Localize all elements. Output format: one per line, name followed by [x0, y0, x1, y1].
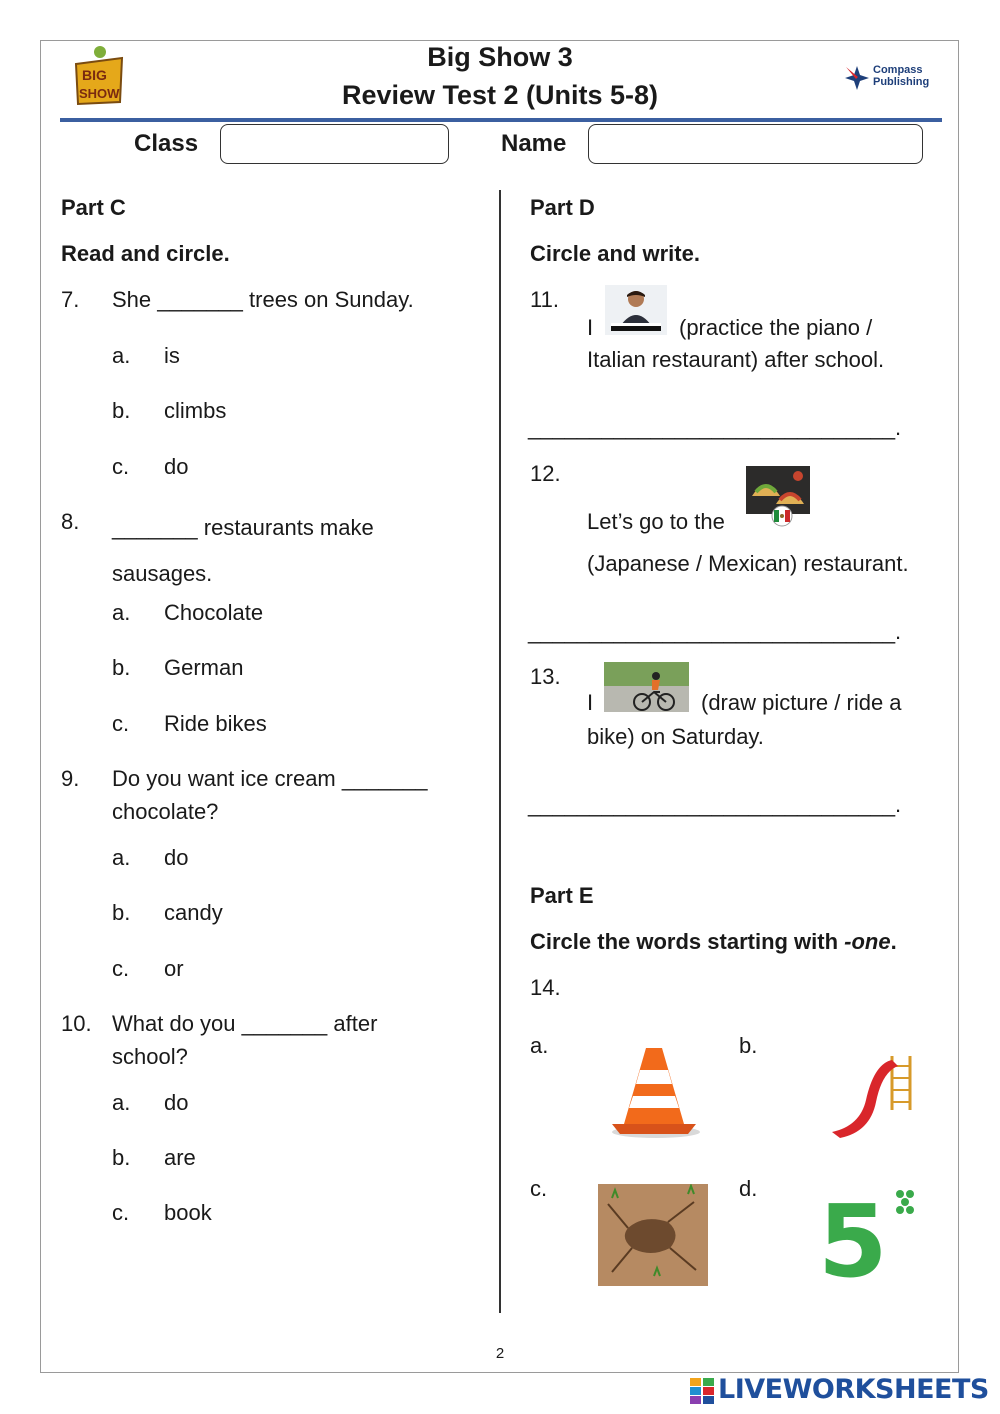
compass-publishing-logo: [843, 62, 933, 94]
cracked-ground-picture[interactable]: [598, 1184, 708, 1286]
name-field[interactable]: [588, 124, 923, 164]
svg-text:5: 5: [818, 1186, 888, 1282]
question-text: Let’s go to the: [587, 509, 725, 534]
option-letter: a.: [530, 1033, 549, 1058]
instruction-suffix: .: [890, 929, 897, 954]
question-number: 14.: [530, 975, 561, 1000]
option-letter: b.: [112, 1145, 131, 1170]
part-d-instruction: Circle and write.: [530, 241, 700, 266]
option-text[interactable]: climbs: [164, 398, 227, 423]
part-c-heading: Part C: [61, 195, 126, 220]
liveworksheets-watermark: [690, 1376, 990, 1408]
option-letter: b.: [112, 655, 131, 680]
option-text[interactable]: do: [164, 1090, 189, 1115]
question-number: 8.: [61, 509, 80, 534]
option-text[interactable]: do: [164, 845, 189, 870]
answer-line[interactable]: ______________________________.: [528, 619, 902, 644]
page-number: 2: [495, 1345, 505, 1362]
column-divider: [499, 190, 501, 1313]
publisher-name-line2: Publishing: [873, 76, 930, 88]
option-text[interactable]: are: [164, 1145, 196, 1170]
question-number: 13.: [530, 664, 561, 689]
document-subtitle: Review Test 2 (Units 5-8): [341, 80, 659, 110]
question-text-continued: (Japanese / Mexican) restaurant.: [587, 551, 909, 576]
option-letter: c.: [112, 956, 130, 981]
compass-star-icon: [843, 64, 871, 92]
question-text-continued: bike) on Saturday.: [587, 724, 764, 749]
document-title: Big Show 3: [427, 42, 573, 72]
class-label: Class: [134, 130, 199, 157]
question-lead: I: [587, 315, 594, 340]
option-letter: d.: [739, 1176, 758, 1201]
question-text: _______ restaurants make: [112, 515, 374, 540]
piano-boy-picture: [605, 285, 667, 335]
part-c-instruction: Read and circle.: [61, 241, 230, 266]
question-lead: I: [587, 690, 594, 715]
option-letter: a.: [112, 845, 131, 870]
bike-rider-picture: [604, 662, 689, 712]
question-text: What do you _______ after: [112, 1011, 378, 1036]
option-text[interactable]: candy: [164, 900, 223, 925]
option-letter: a.: [112, 600, 131, 625]
class-field[interactable]: [220, 124, 449, 164]
option-letter: c.: [112, 1200, 130, 1225]
option-letter: c.: [112, 711, 130, 736]
option-text[interactable]: Ride bikes: [164, 711, 267, 736]
watermark-text: LIVEWORKSHEETS: [718, 1374, 989, 1405]
question-text-continued: Italian restaurant) after school.: [587, 347, 885, 372]
option-text[interactable]: do: [164, 454, 189, 479]
option-letter: b.: [112, 398, 131, 423]
option-letter: b.: [739, 1033, 758, 1058]
name-label: Name: [501, 130, 567, 157]
answer-line[interactable]: ______________________________.: [528, 415, 902, 440]
part-d-heading: Part D: [530, 195, 595, 220]
option-letter: c.: [530, 1176, 548, 1201]
option-text[interactable]: German: [164, 655, 244, 680]
svg-text:BIG: BIG: [82, 67, 107, 83]
instruction-emphasis: -one: [844, 929, 891, 954]
traffic-cone-picture[interactable]: [608, 1044, 700, 1140]
question-number: 7.: [61, 287, 80, 312]
answer-line[interactable]: ______________________________.: [528, 792, 902, 817]
instruction-prefix: Circle the words starting with: [530, 929, 845, 954]
question-text: (draw picture / ride a: [701, 690, 902, 715]
option-letter: c.: [112, 454, 130, 479]
svg-text:SHOW: SHOW: [79, 86, 120, 101]
question-number: 12.: [530, 461, 561, 486]
question-text: Do you want ice cream _______: [112, 766, 428, 791]
question-number: 9.: [61, 766, 80, 791]
question-text-continued: school?: [112, 1044, 188, 1069]
part-e-instruction: [530, 929, 897, 955]
option-text[interactable]: is: [164, 343, 180, 368]
option-text[interactable]: Chocolate: [164, 600, 264, 625]
question-text-continued: sausages.: [112, 561, 213, 586]
option-letter: a.: [112, 1090, 131, 1115]
option-text[interactable]: or: [164, 956, 184, 981]
option-letter: b.: [112, 900, 131, 925]
option-letter: a.: [112, 343, 131, 368]
number-five-picture[interactable]: [818, 1186, 914, 1282]
question-text: (practice the piano /: [679, 315, 873, 340]
question-number: 11.: [530, 287, 559, 312]
slide-picture[interactable]: [826, 1050, 914, 1140]
part-e-heading: Part E: [530, 883, 594, 908]
publisher-name-line1: Compass: [873, 64, 923, 76]
option-text[interactable]: book: [164, 1200, 212, 1225]
question-number: 10.: [61, 1011, 92, 1036]
liveworksheets-logo-icon: [690, 1378, 714, 1404]
question-text: She _______ trees on Sunday.: [112, 287, 414, 312]
tacos-picture: [746, 466, 810, 528]
question-text-continued: chocolate?: [112, 799, 219, 824]
header-rule: [60, 118, 942, 122]
